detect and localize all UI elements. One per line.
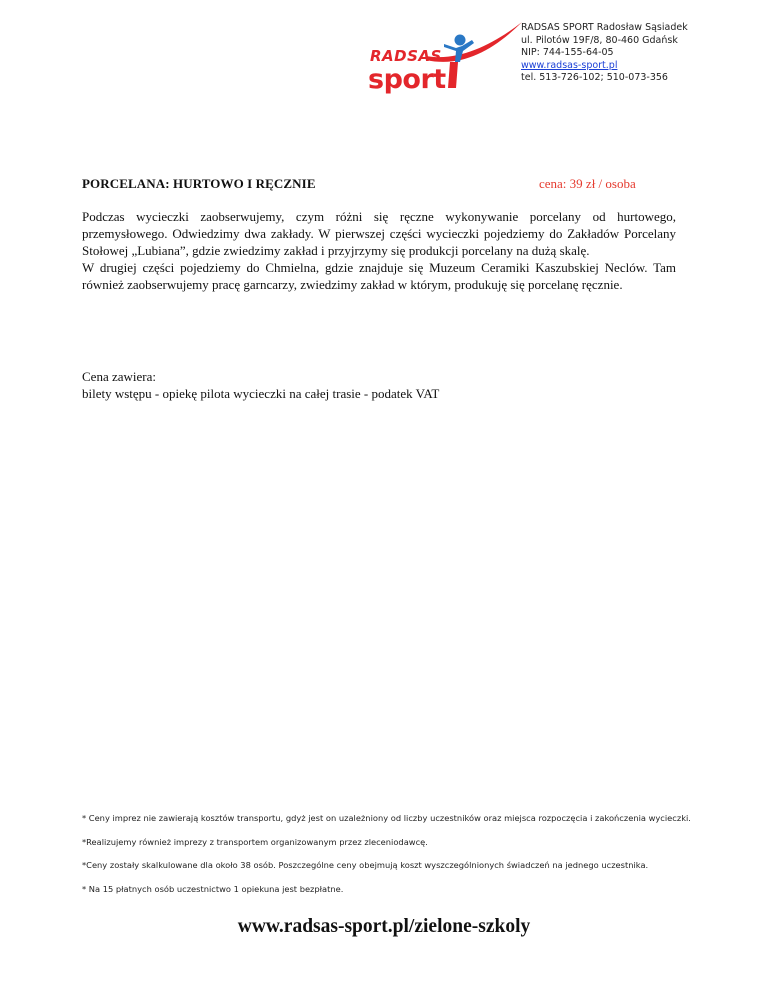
radsas-sport-logo xyxy=(364,18,524,98)
price-includes xyxy=(82,368,439,402)
offer-title: PORCELANA: HURTOWO I RĘCZNIE xyxy=(82,176,316,191)
logo-graphic xyxy=(364,18,524,98)
footnote: * Na 15 płatnych osób uczestnictwo 1 opiekuna jest bezpłatne. xyxy=(82,883,344,894)
offer-description xyxy=(82,208,676,293)
footer-url: www.radsas-sport.pl/zielone-szkoly xyxy=(237,916,531,937)
svg-text:sport: sport xyxy=(368,64,446,95)
company-name: RADSAS SPORT Radosław Sąsiadek xyxy=(521,22,688,33)
description-paragraph: W drugiej części pojedziemy do Chmielna, gdzie znajduje się Muzeum Ceramiki Kaszubskiej Neclów. Tam również zaobserwujemy pracę garncarzy, zwiedzimy zakład w którym, produkuję się porcelanę ręcznie. xyxy=(82,260,676,292)
offer-price: cena: 39 zł / osoba xyxy=(539,176,636,191)
footnotes xyxy=(82,812,702,906)
company-phone: tel. 513-726-102; 510-073-356 xyxy=(521,72,668,83)
footnote: * Ceny imprez nie zawierają kosztów transportu, gdyż jest on uzależniony od liczby uczestników oraz miejsca rozpoczęcia i zakończenia wycieczki. xyxy=(82,813,691,823)
description-paragraph: Podczas wycieczki zaobserwujemy, czym różni się ręczne wykonywanie porcelany od hurtowego, przemysłowego. Odwiedzimy dwa zakłady. W pierwszej części wycieczki pojedziemy do Zakładów Porcelany Stołowej „Lubiana”, gdzie zwiedzimy zakład i przyjrzymy się produkcji porcelany na dużą skalę. xyxy=(82,209,676,258)
svg-text:RADSAS: RADSAS xyxy=(370,47,442,65)
footnote: *Ceny zostały skalkulowane dla około 38 osób. Poszczególne ceny obejmują koszt wyszczególnionych świadczeń na jednego uczestnika. xyxy=(82,860,649,870)
includes-label: Cena zawiera: xyxy=(82,369,156,384)
logo-t-stroke xyxy=(448,62,458,88)
footnote: *Realizujemy również imprezy z transportem organizowanym przez zleceniodawcę. xyxy=(82,836,428,847)
company-info xyxy=(521,22,688,85)
includes-text: bilety wstępu - opiekę pilota wycieczki na całej trasie - podatek VAT xyxy=(82,386,440,401)
company-address: ul. Pilotów 19F/8, 80-460 Gdańsk xyxy=(521,34,678,46)
company-website-link[interactable]: www.radsas-sport.pl xyxy=(521,59,618,71)
company-nip: NIP: 744-155-64-05 xyxy=(521,47,614,58)
logo-figure-head xyxy=(455,35,466,46)
